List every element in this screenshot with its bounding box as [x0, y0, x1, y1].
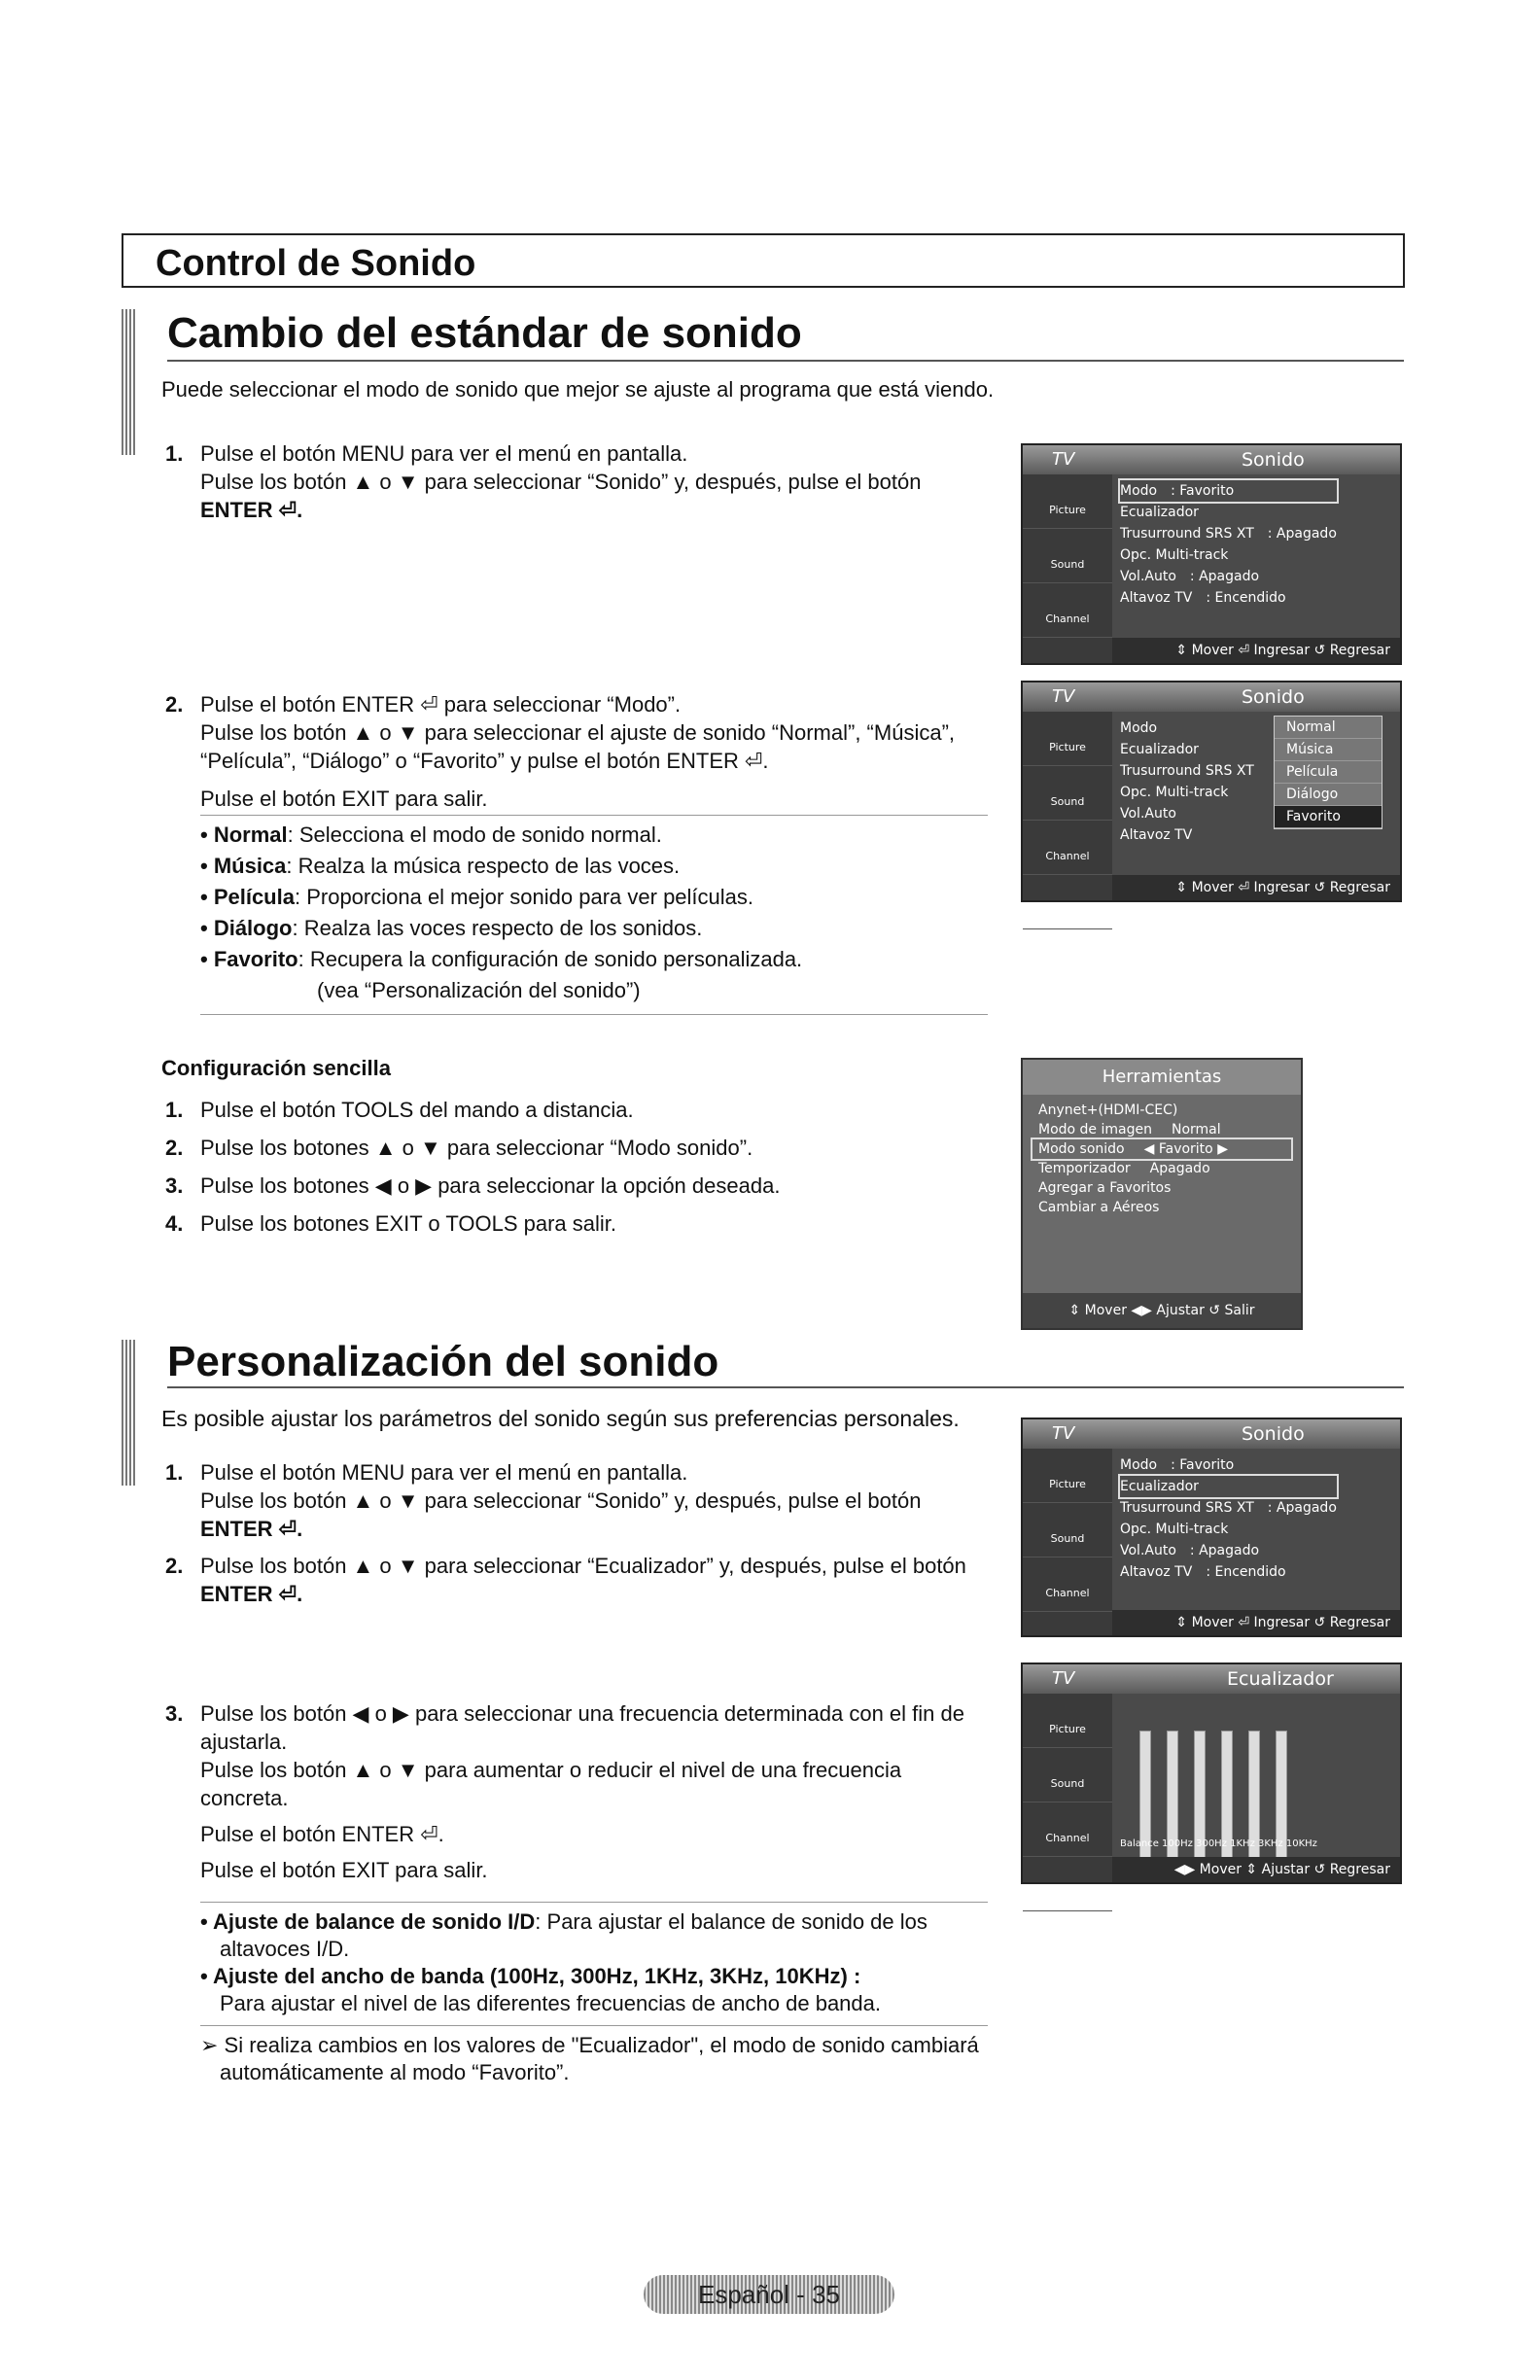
- menu-rows: [1120, 718, 1254, 846]
- screen-title: Sonido: [1242, 686, 1305, 708]
- tools-row: Temporizador Apagado: [1038, 1161, 1210, 1176]
- side-item: Sound: [1023, 766, 1112, 821]
- tools-row: Anynet+(HDMI-CEC): [1038, 1102, 1178, 1118]
- heading-marker: [122, 309, 135, 455]
- menu-rows: [1120, 480, 1337, 609]
- step-line: ENTER ⏎.: [200, 498, 303, 522]
- screen-title: Sonido: [1242, 1423, 1305, 1445]
- menu-row: Trusurround SRS XT : Apagado: [1120, 526, 1337, 542]
- tools-menu-screen: [1021, 1058, 1303, 1330]
- heading-rule: [167, 360, 1404, 362]
- tools-row: Modo de imagen Normal: [1038, 1122, 1221, 1138]
- step-item: 2. Pulse los botones ▲ o ▼ para seleccionar “Modo sonido”.: [165, 1136, 753, 1160]
- side-menu: [1023, 474, 1112, 680]
- screen-footer: ⇕ Mover ⏎ Ingresar ↺ Regresar: [1112, 638, 1400, 663]
- menu-row: Modo: [1120, 720, 1158, 736]
- step-line: “Película”, “Diálogo” o “Favorito” y pulse el botón ENTER ⏎.: [200, 749, 769, 773]
- side-menu: Picture Sound Channel Setup: [1023, 1694, 1112, 1882]
- tv-screen-equalizer: [1021, 1662, 1402, 1899]
- side-item: Channel: [1023, 821, 1112, 875]
- section-title: Control de Sonido: [156, 243, 476, 284]
- side-item: Setup: [1023, 875, 1112, 929]
- menu-row: Altavoz TV : Encendido: [1120, 590, 1286, 606]
- step-line: Pulse el botón EXIT para salir.: [200, 787, 488, 811]
- step-line: Pulse los botón ▲ o ▼ para seleccionar “Sonido” y, después, pulse el botón: [200, 470, 922, 494]
- step-item: [165, 439, 922, 524]
- bullet-item: • Música: Realza la música respecto de las voces.: [200, 854, 681, 878]
- mode-option: Normal: [1275, 717, 1382, 739]
- tv-label: TV: [1052, 686, 1075, 707]
- intro-personalizacion: Es posible ajustar los parámetros del sonido según sus preferencias personales.: [161, 1406, 960, 1431]
- side-item: Channel: [1023, 583, 1112, 638]
- menu-row: Opc. Multi-track: [1120, 547, 1229, 563]
- menu-row: Trusurround SRS XT: [1120, 763, 1254, 779]
- mode-bullet-list: [200, 815, 988, 1015]
- tv-screen-sound-menu: [1021, 443, 1402, 680]
- note-line: ➢ Si realiza cambios en los valores de "Ecualizador", el modo de sonido cambiará: [200, 2033, 979, 2057]
- bullet-item: • Normal: Selecciona el modo de sonido normal.: [200, 822, 662, 847]
- heading-cambio: Cambio del estándar de sonido: [167, 309, 802, 357]
- mode-option-selected: Favorito: [1275, 806, 1382, 828]
- screen-title: Sonido: [1242, 449, 1305, 471]
- step-item: [165, 690, 956, 813]
- step-line: Pulse el botón MENU para ver el menú en pantalla.: [200, 441, 688, 466]
- step-item: 1. Pulse el botón TOOLS del mando a distancia.: [165, 1098, 634, 1122]
- menu-row: Vol.Auto: [1120, 806, 1176, 822]
- tv-label: TV: [1052, 449, 1075, 470]
- menu-row: Vol.Auto : Apagado: [1120, 1543, 1260, 1558]
- menu-row: Vol.Auto : Apagado: [1120, 569, 1260, 584]
- bullet-item: • Ajuste de balance de sonido I/D: Para ajustar el balance de sonido de los: [200, 1909, 928, 1934]
- mode-option: Diálogo: [1275, 784, 1382, 806]
- mode-options-popup: [1274, 716, 1382, 829]
- heading-rule: [167, 1386, 1404, 1388]
- menu-row: Modo : Favorito: [1120, 1457, 1235, 1473]
- intro-cambio: Puede seleccionar el modo de sonido que mejor se ajuste al programa que está viendo.: [161, 377, 995, 402]
- mode-option: Película: [1275, 761, 1382, 784]
- screen-footer: ◀▶ Mover ⇕ Ajustar ↺ Regresar: [1112, 1857, 1400, 1882]
- bullet-tail: (vea “Personalización del sonido”): [317, 978, 641, 1002]
- bullet-item: • Ajuste del ancho de banda (100Hz, 300Hz, 1KHz, 3KHz, 10KHz) :: [200, 1964, 861, 1988]
- side-item: Picture: [1023, 712, 1112, 766]
- side-item: Picture: [1023, 474, 1112, 529]
- note-line: automáticamente al modo “Favorito”.: [220, 2060, 570, 2084]
- bullet-item: • Película: Proporciona el mejor sonido para ver películas.: [200, 885, 754, 909]
- heading-personalizacion: Personalización del sonido: [167, 1338, 719, 1385]
- menu-row: Modo : Favorito: [1120, 480, 1337, 502]
- step-item: 4. Pulse los botones EXIT o TOOLS para salir.: [165, 1211, 617, 1236]
- subheading-config: Configuración sencilla: [161, 1056, 391, 1080]
- tv-screen-sound-eq-select: [1021, 1418, 1402, 1654]
- bullet-item: • Diálogo: Realza las voces respecto de los sonidos.: [200, 916, 703, 940]
- step-line: Pulse los botón ▲ o ▼ para seleccionar el ajuste de sonido “Normal”, “Música”,: [200, 720, 956, 745]
- config-steps: [165, 1091, 781, 1242]
- menu-row: Ecualizador: [1120, 742, 1199, 757]
- side-menu: [1023, 712, 1112, 917]
- screen-footer: ⇕ Mover ⏎ Ingresar ↺ Regresar: [1112, 875, 1400, 900]
- bullet-item: Para ajustar el nivel de las diferentes frecuencias de ancho de banda.: [220, 1991, 881, 2015]
- menu-row: Opc. Multi-track: [1120, 1522, 1229, 1537]
- mode-option: Música: [1275, 739, 1382, 761]
- step-line: Pulse el botón ENTER ⏎ para seleccionar “Modo”.: [200, 692, 682, 717]
- side-menu: Picture Sound Channel Setup: [1023, 1449, 1112, 1635]
- tools-row-selected: Modo sonido ◀ Favorito ▶: [1032, 1139, 1291, 1159]
- menu-row: Opc. Multi-track: [1120, 785, 1229, 800]
- side-item: Setup: [1023, 638, 1112, 692]
- bullet-item: • Favorito: Recupera la configuración de sonido personalizada.: [200, 947, 803, 971]
- heading-marker: [122, 1340, 135, 1486]
- step-item: 3. Pulse los botones ◀ o ▶ para seleccionar la opción deseada.: [165, 1173, 781, 1198]
- side-item: Sound: [1023, 529, 1112, 583]
- page-number-badge: Español - 35: [644, 2275, 894, 2314]
- menu-rows: [1120, 1454, 1337, 1583]
- step-item: 3. Pulse los botón ◀ o ▶ para seleccionar una frecuencia determinada con el fin de ajustarla. Pulse los botón ▲ o ▼ para aumentar o reducir el nivel de una frecuencia concreta. Pulse el botón ENTER ⏎. Pulse el botón EXIT para salir.: [165, 1701, 964, 1882]
- step-item: 1. Pulse el botón MENU para ver el menú en pantalla. Pulse los botón ▲ o ▼ para seleccionar “Sonido” y, después, pulse el botón ENTER ⏎.: [165, 1460, 922, 1541]
- screen-footer: ⇕ Mover ⏎ Ingresar ↺ Regresar: [1112, 1610, 1400, 1635]
- menu-row-selected: Ecualizador: [1120, 1476, 1337, 1497]
- menu-row: Altavoz TV : Encendido: [1120, 1564, 1286, 1580]
- screen-title: Ecualizador: [1227, 1668, 1334, 1690]
- step-number: 2.: [165, 692, 184, 717]
- tools-title: Herramientas: [1023, 1060, 1301, 1095]
- menu-row: Altavoz TV: [1120, 827, 1193, 843]
- tools-footer: ⇕ Mover ◀▶ Ajustar ↺ Salir: [1023, 1293, 1301, 1328]
- menu-row: Ecualizador: [1120, 505, 1199, 520]
- tools-row: Cambiar a Aéreos: [1038, 1200, 1160, 1215]
- tv-label: TV: [1052, 1668, 1075, 1689]
- menu-row: Trusurround SRS XT : Apagado: [1120, 1500, 1337, 1516]
- tools-row: Agregar a Favoritos: [1038, 1180, 1172, 1196]
- step-item: 2. Pulse los botón ▲ o ▼ para seleccionar “Ecualizador” y, después, pulse el botón ENTER ⏎.: [165, 1554, 966, 1606]
- eq-bullet-list: [200, 1902, 988, 2026]
- bullet-item: altavoces I/D.: [220, 1937, 350, 1961]
- note: [200, 2032, 979, 2086]
- step-number: 1.: [165, 441, 184, 466]
- tv-label: TV: [1052, 1423, 1075, 1444]
- tv-screen-mode-options: [1021, 681, 1402, 917]
- eq-labels: Balance 100Hz 300Hz 1KHz 3KHz 10KHz: [1120, 1838, 1317, 1849]
